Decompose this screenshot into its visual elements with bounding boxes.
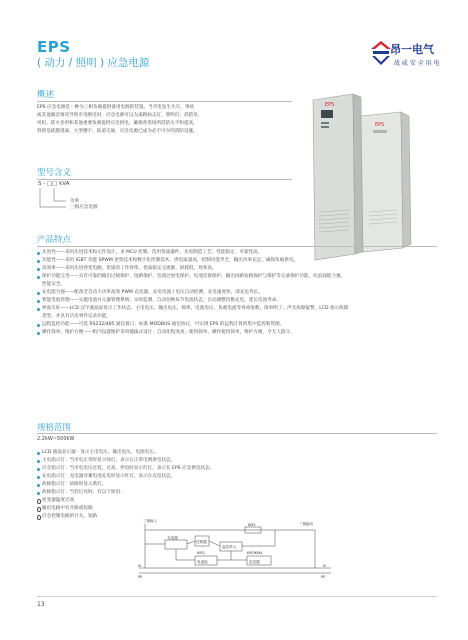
features-heading: 产品特点 [37, 235, 72, 245]
page-subtitle: ( 动力 / 照明 ) 应急电源 [37, 57, 150, 69]
spec-item: 故障指示灯：当装灯亮时，有以下原因： [37, 489, 337, 497]
company-logo-icon [370, 40, 392, 66]
feature-item: 智能电池管理——实施电池并元器管理系统；实时监测，自动切换每节电池状态，自动调整均衡充电，延长电池寿命。 [37, 297, 437, 305]
spec-subitem: 输出电路中有开路或短路 [37, 505, 337, 513]
feature-item: 界面友好——LCD 汉字液晶屏显示工作状态、主电电压、输出电压、频率、电池电压、负载电流等各项参数，简单明了；声光故障报警，LCD 指示故障 [37, 305, 437, 313]
diagram-km1: KM1 [248, 523, 256, 527]
feature-item: 充电能力强——配备全自动大功率高效 PWM 充电器，充电电流 / 电压自动检测，充电速度快，深充电寿长。 [37, 289, 437, 297]
overview-heading: 概述 [37, 90, 55, 100]
model-type-label: 三相应急电源 [70, 205, 98, 210]
feature-item-continuation: 类型，并具有历史事件记录功能。 [42, 314, 111, 319]
spec-item: 应急指示灯：当市电电压过低、过高、停电时显示红灯，表示在 EPS 应急供电状态。 [37, 465, 337, 473]
features-divider [37, 246, 437, 247]
feature-item: 功能性——采用 IGBT 功能 SPWM 逆变技术和数字化控制技术，供电质量高，控制功能齐全，输出功率充足，确保负载供电。 [37, 257, 437, 265]
overview-line: 或其他紧急情况导致市电断电时，应急电源可以为道路标志灯、照明灯、消防泵、 [37, 113, 203, 118]
company-slogan: 战 威 安 全 用 电 [394, 60, 440, 67]
footer-divider [37, 596, 437, 597]
spec-item: 主电指示灯：当市电正常时显示绿灯，表示在正常电网供电状态。 [37, 457, 337, 465]
overview-line: 特别是疏散逃离、大型楼宇、轨道交通，应急电源已成为必不可少的消防设施。 [37, 129, 198, 134]
diagram-breaker: KM3KM4 [247, 551, 263, 555]
spec-item: 充电指示灯：充电器对蓄电池充电时显示红灯，表示在充电状态。 [37, 473, 337, 481]
specs-list [37, 449, 337, 497]
overview-line: 风机、防火卷帘和其他重要负载提供应急供电，确保各类场所消防水平和提高， [37, 121, 198, 126]
features-list [37, 249, 437, 337]
diagram-inverter: 逆变器 [249, 560, 260, 564]
diagram-output-label: 三相输出 [299, 522, 314, 526]
model-power-label: 功率 [70, 199, 80, 204]
feature-item-continuation: 性能安全。 [42, 282, 65, 287]
cabinet-right-label: EPS [375, 122, 385, 128]
diagram-km2: KM2 [197, 551, 205, 555]
model-code: S - □□ kVA [38, 181, 70, 187]
feature-item: 操作简单，维护方便——机内设置维护采用插拔式设计；自动化程度高，使用简单，操作使用简单，维护方便，令无人值守。 [37, 329, 437, 337]
diagram-charger: 充电器 [167, 536, 178, 540]
feature-item: 保护功能完善——具有可靠的输出过载保护、短路保护、电池过放电保护、电池反接保护、输出回路短路保护与保护等完备保护功能，抗浪涌能力强， [37, 273, 437, 281]
company-name: 昂一电气 [390, 43, 434, 56]
diagram-monitor: 监控单元 [222, 545, 237, 549]
specs-range: 2.2kW~500kW [37, 436, 75, 442]
diagram-pe-left: PE [138, 575, 143, 579]
spec-item: 故障指示灯：故障时显示黄灯。 [37, 481, 337, 489]
feature-item: 先进性——采用先进技术和元件设计，多 MCU 控制，选用优质器件，先进制造工艺，性能稳定，可靠性高。 [37, 249, 437, 257]
cabinet-left-label: EPS [325, 102, 335, 108]
diagram-rect: 控制器 [196, 540, 207, 544]
page-number: 13 [37, 601, 45, 608]
model-divider [37, 179, 292, 180]
spec-subitem: 应急控制电路的开关、短路 [37, 513, 337, 521]
diagram-n-right: N [323, 564, 326, 568]
overview-line: EPS 应急电源是一种为三相负载提供备用电源的装置。当市电发生失灾、事故 [37, 105, 195, 110]
feature-item: 高效率——采用先进逆变电路，优质的工作效率，优质稳定交流源，损耗低，效率高。 [37, 265, 437, 273]
diagram-pe-right: PE [321, 575, 326, 579]
feature-item: 远程监控功能——可选 RS232/485 通信接口，标准 MODBUS 通信协议，可实现 EPS 的远程计算机集中监控和管理。 [37, 321, 437, 329]
model-heading: 型号含义 [37, 168, 72, 178]
diagram-n-left: N [138, 564, 141, 568]
overview-divider [37, 101, 292, 102]
diagram-input-label: 三相输入 [143, 519, 158, 523]
specs-heading: 规格范围 [37, 423, 72, 433]
spec-item: LCD 液晶显示器：显示主电电压、输出电压、电池电压。 [37, 449, 337, 457]
eps-cabinet-illustration [303, 92, 413, 262]
page-title: EPS [37, 38, 71, 56]
diagram-battery: 电池组 [197, 560, 208, 564]
spec-subitem: 逆变器温度过高 [37, 497, 337, 505]
specs-divider [37, 433, 437, 434]
eps-circuit-diagram [135, 518, 335, 582]
overview-text [37, 104, 299, 136]
